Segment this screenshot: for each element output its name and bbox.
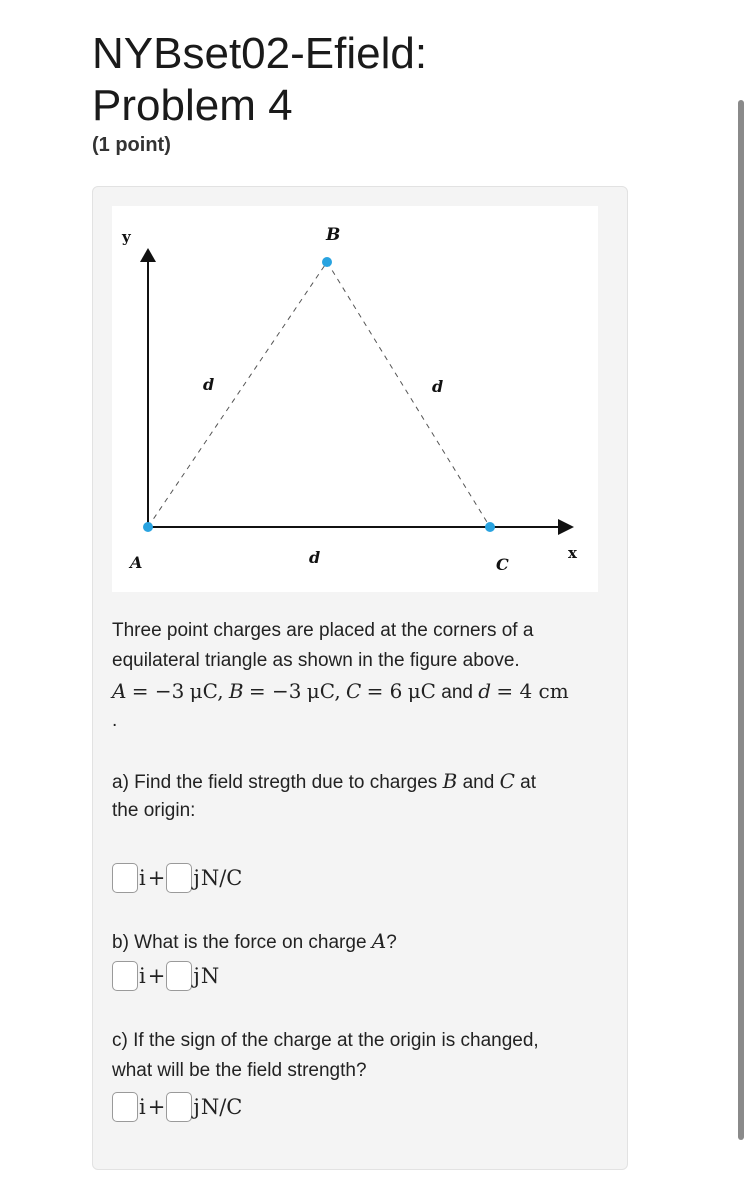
- part-b-var-a: A: [371, 929, 387, 953]
- part-a-suffix: at: [520, 772, 537, 793]
- var-b: B: [228, 679, 244, 703]
- part-c-i-input[interactable]: [112, 1092, 138, 1122]
- unit-a: μC,: [189, 679, 224, 703]
- unit-c: μC: [407, 679, 436, 703]
- scrollbar[interactable]: [738, 100, 744, 1140]
- part-c-unit: N/C: [200, 1095, 243, 1119]
- charge-b: [322, 257, 332, 267]
- part-a-j-input[interactable]: [166, 863, 192, 893]
- part-b-plus: +: [147, 964, 166, 988]
- label-b: B: [326, 225, 341, 245]
- part-a-answer-row: [112, 861, 242, 895]
- label-side-right: d: [432, 377, 444, 396]
- part-a-var-b: B: [442, 769, 458, 793]
- part-b-j-hat: j: [193, 964, 200, 988]
- part-c-line-2: what will be the field strength?: [112, 1060, 367, 1081]
- var-c: C: [345, 679, 362, 703]
- part-b-unit: N: [200, 964, 220, 988]
- charge-a: [143, 522, 153, 532]
- problem-intro-line-1: Three point charges are placed at the corners of a: [112, 620, 534, 641]
- statement-period: .: [112, 710, 118, 731]
- charge-c: [485, 522, 495, 532]
- part-b-i-hat: i: [139, 964, 146, 988]
- x-axis-arrow: [558, 519, 574, 535]
- part-a-unit: N/C: [200, 866, 243, 890]
- part-a-plus: +: [147, 866, 166, 890]
- title-line-1: NYBset02-Efield:: [92, 29, 428, 78]
- part-a-var-c: C: [499, 769, 515, 793]
- part-a-line-2: the origin:: [112, 800, 196, 821]
- part-b-j-input[interactable]: [166, 961, 192, 991]
- part-a-prefix: a) Find the field stregth due to charges: [112, 772, 438, 793]
- value-a: = −3: [131, 679, 185, 703]
- part-b-i-input[interactable]: [112, 961, 138, 991]
- triangle-diagram: [112, 206, 598, 592]
- charge-values-line: [112, 676, 622, 708]
- part-a-and: and: [462, 772, 495, 793]
- label-c: C: [496, 555, 509, 574]
- part-b-answer-row: [112, 959, 219, 993]
- and-word: and: [441, 682, 473, 703]
- part-c-j-input[interactable]: [166, 1092, 192, 1122]
- triangle-figure: [112, 206, 598, 592]
- part-a-i-hat: i: [139, 866, 146, 890]
- part-a-line-1: [112, 766, 612, 798]
- label-a: A: [130, 553, 143, 572]
- part-c-plus: +: [147, 1095, 166, 1119]
- axis-x-label: x: [568, 544, 577, 562]
- axis-y-label: y: [122, 228, 131, 246]
- part-c-j-hat: j: [193, 1095, 200, 1119]
- problem-intro-line-2: equilateral triangle as shown in the figure above.: [112, 650, 520, 671]
- label-side-bottom: d: [309, 548, 321, 567]
- y-axis-arrow: [140, 248, 156, 262]
- part-a-i-input[interactable]: [112, 863, 138, 893]
- part-b-prefix: b) What is the force on charge: [112, 932, 367, 953]
- part-c-line-1: c) If the sign of the charge at the origin is changed,: [112, 1030, 539, 1051]
- part-b-question: [112, 926, 612, 958]
- part-a-j-hat: j: [193, 866, 200, 890]
- part-b-suffix: ?: [386, 932, 397, 953]
- value-b: = −3: [248, 679, 302, 703]
- var-d: d: [478, 679, 492, 703]
- label-side-left: d: [203, 375, 215, 394]
- side-ab: [148, 262, 327, 527]
- var-a: A: [112, 679, 127, 703]
- title-line-2: Problem 4: [92, 81, 293, 130]
- side-bc: [327, 262, 490, 527]
- unit-b: μC,: [306, 679, 341, 703]
- page-title: [92, 28, 652, 132]
- part-c-i-hat: i: [139, 1095, 146, 1119]
- part-c-answer-row: [112, 1090, 242, 1124]
- value-d: = 4 cm: [496, 679, 569, 703]
- value-c: = 6: [366, 679, 403, 703]
- points-label: (1 point): [92, 134, 171, 156]
